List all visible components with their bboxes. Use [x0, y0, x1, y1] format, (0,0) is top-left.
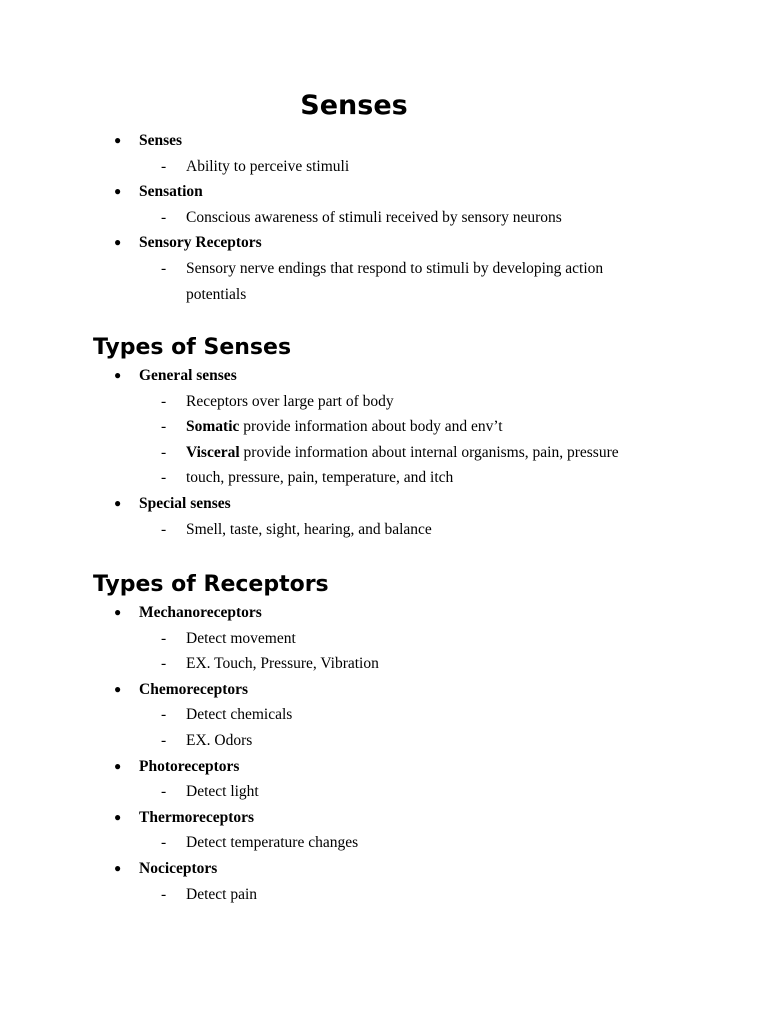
- definition-rest: provide information about internal organisms, pain, pressure: [239, 443, 619, 461]
- definition-text: Sensory nerve endings that respond to stimuli by developing action: [186, 259, 604, 277]
- definition-text: Ability to perceive stimuli: [186, 157, 350, 175]
- dash-icon: -: [161, 259, 167, 277]
- dash-icon: -: [161, 706, 167, 724]
- term-thermoreceptors: Thermoreceptors: [139, 808, 255, 826]
- page-title: Senses: [300, 90, 408, 121]
- sub-item: [0, 830, 768, 856]
- sub-item: [0, 626, 768, 652]
- bold-term-somatic: Somatic: [186, 418, 240, 436]
- definition-text: Smell, taste, sight, hearing, and balance: [186, 520, 432, 538]
- dash-icon: -: [161, 443, 167, 461]
- list-item: [0, 677, 768, 703]
- dash-icon: -: [161, 469, 167, 487]
- bullet-icon: ●: [114, 495, 122, 510]
- definition-text: EX. Odors: [186, 731, 253, 749]
- dash-icon: -: [161, 520, 167, 538]
- definition-text: Detect movement: [186, 629, 296, 647]
- dash-icon: -: [161, 834, 167, 852]
- definition-text: Detect temperature changes: [186, 834, 359, 852]
- dash-icon: -: [161, 629, 167, 647]
- dash-icon: -: [161, 731, 167, 749]
- term-special-senses: Special senses: [139, 494, 231, 512]
- bullet-icon: ●: [114, 605, 122, 619]
- term-general-senses: General senses: [139, 367, 237, 384]
- bold-term-visceral: Visceral: [186, 443, 240, 461]
- definition-text: Detect light: [186, 783, 259, 801]
- definition-text-continued: potentials: [186, 285, 247, 303]
- list-item: [0, 600, 768, 626]
- term-sensory-receptors: Sensory Receptors: [139, 234, 262, 252]
- dash-icon: -: [161, 783, 167, 801]
- sub-item: [0, 414, 768, 440]
- list-item: [0, 805, 768, 831]
- bullet-icon: ●: [114, 133, 122, 147]
- list-item: [0, 128, 768, 154]
- definition-text: touch, pressure, pain, temperature, and itch: [186, 469, 454, 487]
- sub-item: [0, 389, 768, 415]
- definition-text: Conscious awareness of stimuli received by sensory neurons: [186, 208, 562, 226]
- sub-item: [0, 882, 768, 908]
- list-item: [0, 491, 768, 517]
- intro-list: [0, 128, 768, 307]
- sub-item: [0, 779, 768, 805]
- definition-text: [186, 440, 619, 466]
- list-item: [0, 754, 768, 780]
- types-of-receptors-section: [0, 570, 768, 907]
- sub-item: [0, 154, 768, 180]
- term-photoreceptors: Photoreceptors: [139, 757, 240, 775]
- definition-rest: provide information about body and env’t: [239, 418, 503, 436]
- sub-item: [0, 728, 768, 754]
- types-of-senses-section: [0, 333, 768, 542]
- definition-text: Detect chemicals: [186, 706, 293, 724]
- sub-item-continuation: [0, 282, 768, 308]
- dash-icon: -: [161, 392, 167, 410]
- bullet-icon: ●: [114, 809, 122, 824]
- list-item: [0, 230, 768, 256]
- list-item: [0, 179, 768, 205]
- sub-item: [0, 517, 768, 543]
- term-chemoreceptors: Chemoreceptors: [139, 680, 249, 698]
- section-heading: Types of Senses: [93, 335, 292, 360]
- sub-item: [0, 702, 768, 728]
- term-senses: Senses: [139, 132, 183, 149]
- dash-icon: -: [161, 418, 167, 436]
- sub-item: [0, 256, 768, 282]
- bullet-icon: ●: [114, 681, 122, 696]
- definition-text: EX. Touch, Pressure, Vibration: [186, 655, 379, 673]
- dash-icon: -: [161, 157, 167, 175]
- sub-item: [0, 651, 768, 677]
- bullet-icon: ●: [114, 758, 122, 773]
- sub-item: [0, 465, 768, 491]
- bullet-icon: ●: [114, 860, 122, 875]
- dash-icon: -: [161, 208, 167, 226]
- definition-text: Receptors over large part of body: [186, 392, 394, 410]
- term-mechanoreceptors: Mechanoreceptors: [139, 604, 262, 621]
- list-item: [0, 363, 768, 389]
- term-sensation: Sensation: [139, 183, 203, 201]
- list-item: [0, 856, 768, 882]
- bullet-icon: ●: [114, 184, 122, 199]
- bullet-icon: ●: [114, 235, 122, 250]
- section-heading: Types of Receptors: [93, 572, 329, 597]
- dash-icon: -: [161, 885, 167, 903]
- dash-icon: -: [161, 655, 167, 673]
- definition-text: Detect pain: [186, 885, 258, 903]
- sub-item: [0, 205, 768, 231]
- bullet-icon: ●: [114, 368, 122, 382]
- term-nociceptors: Nociceptors: [139, 859, 218, 877]
- definition-text: [186, 414, 503, 440]
- sub-item: [0, 440, 768, 466]
